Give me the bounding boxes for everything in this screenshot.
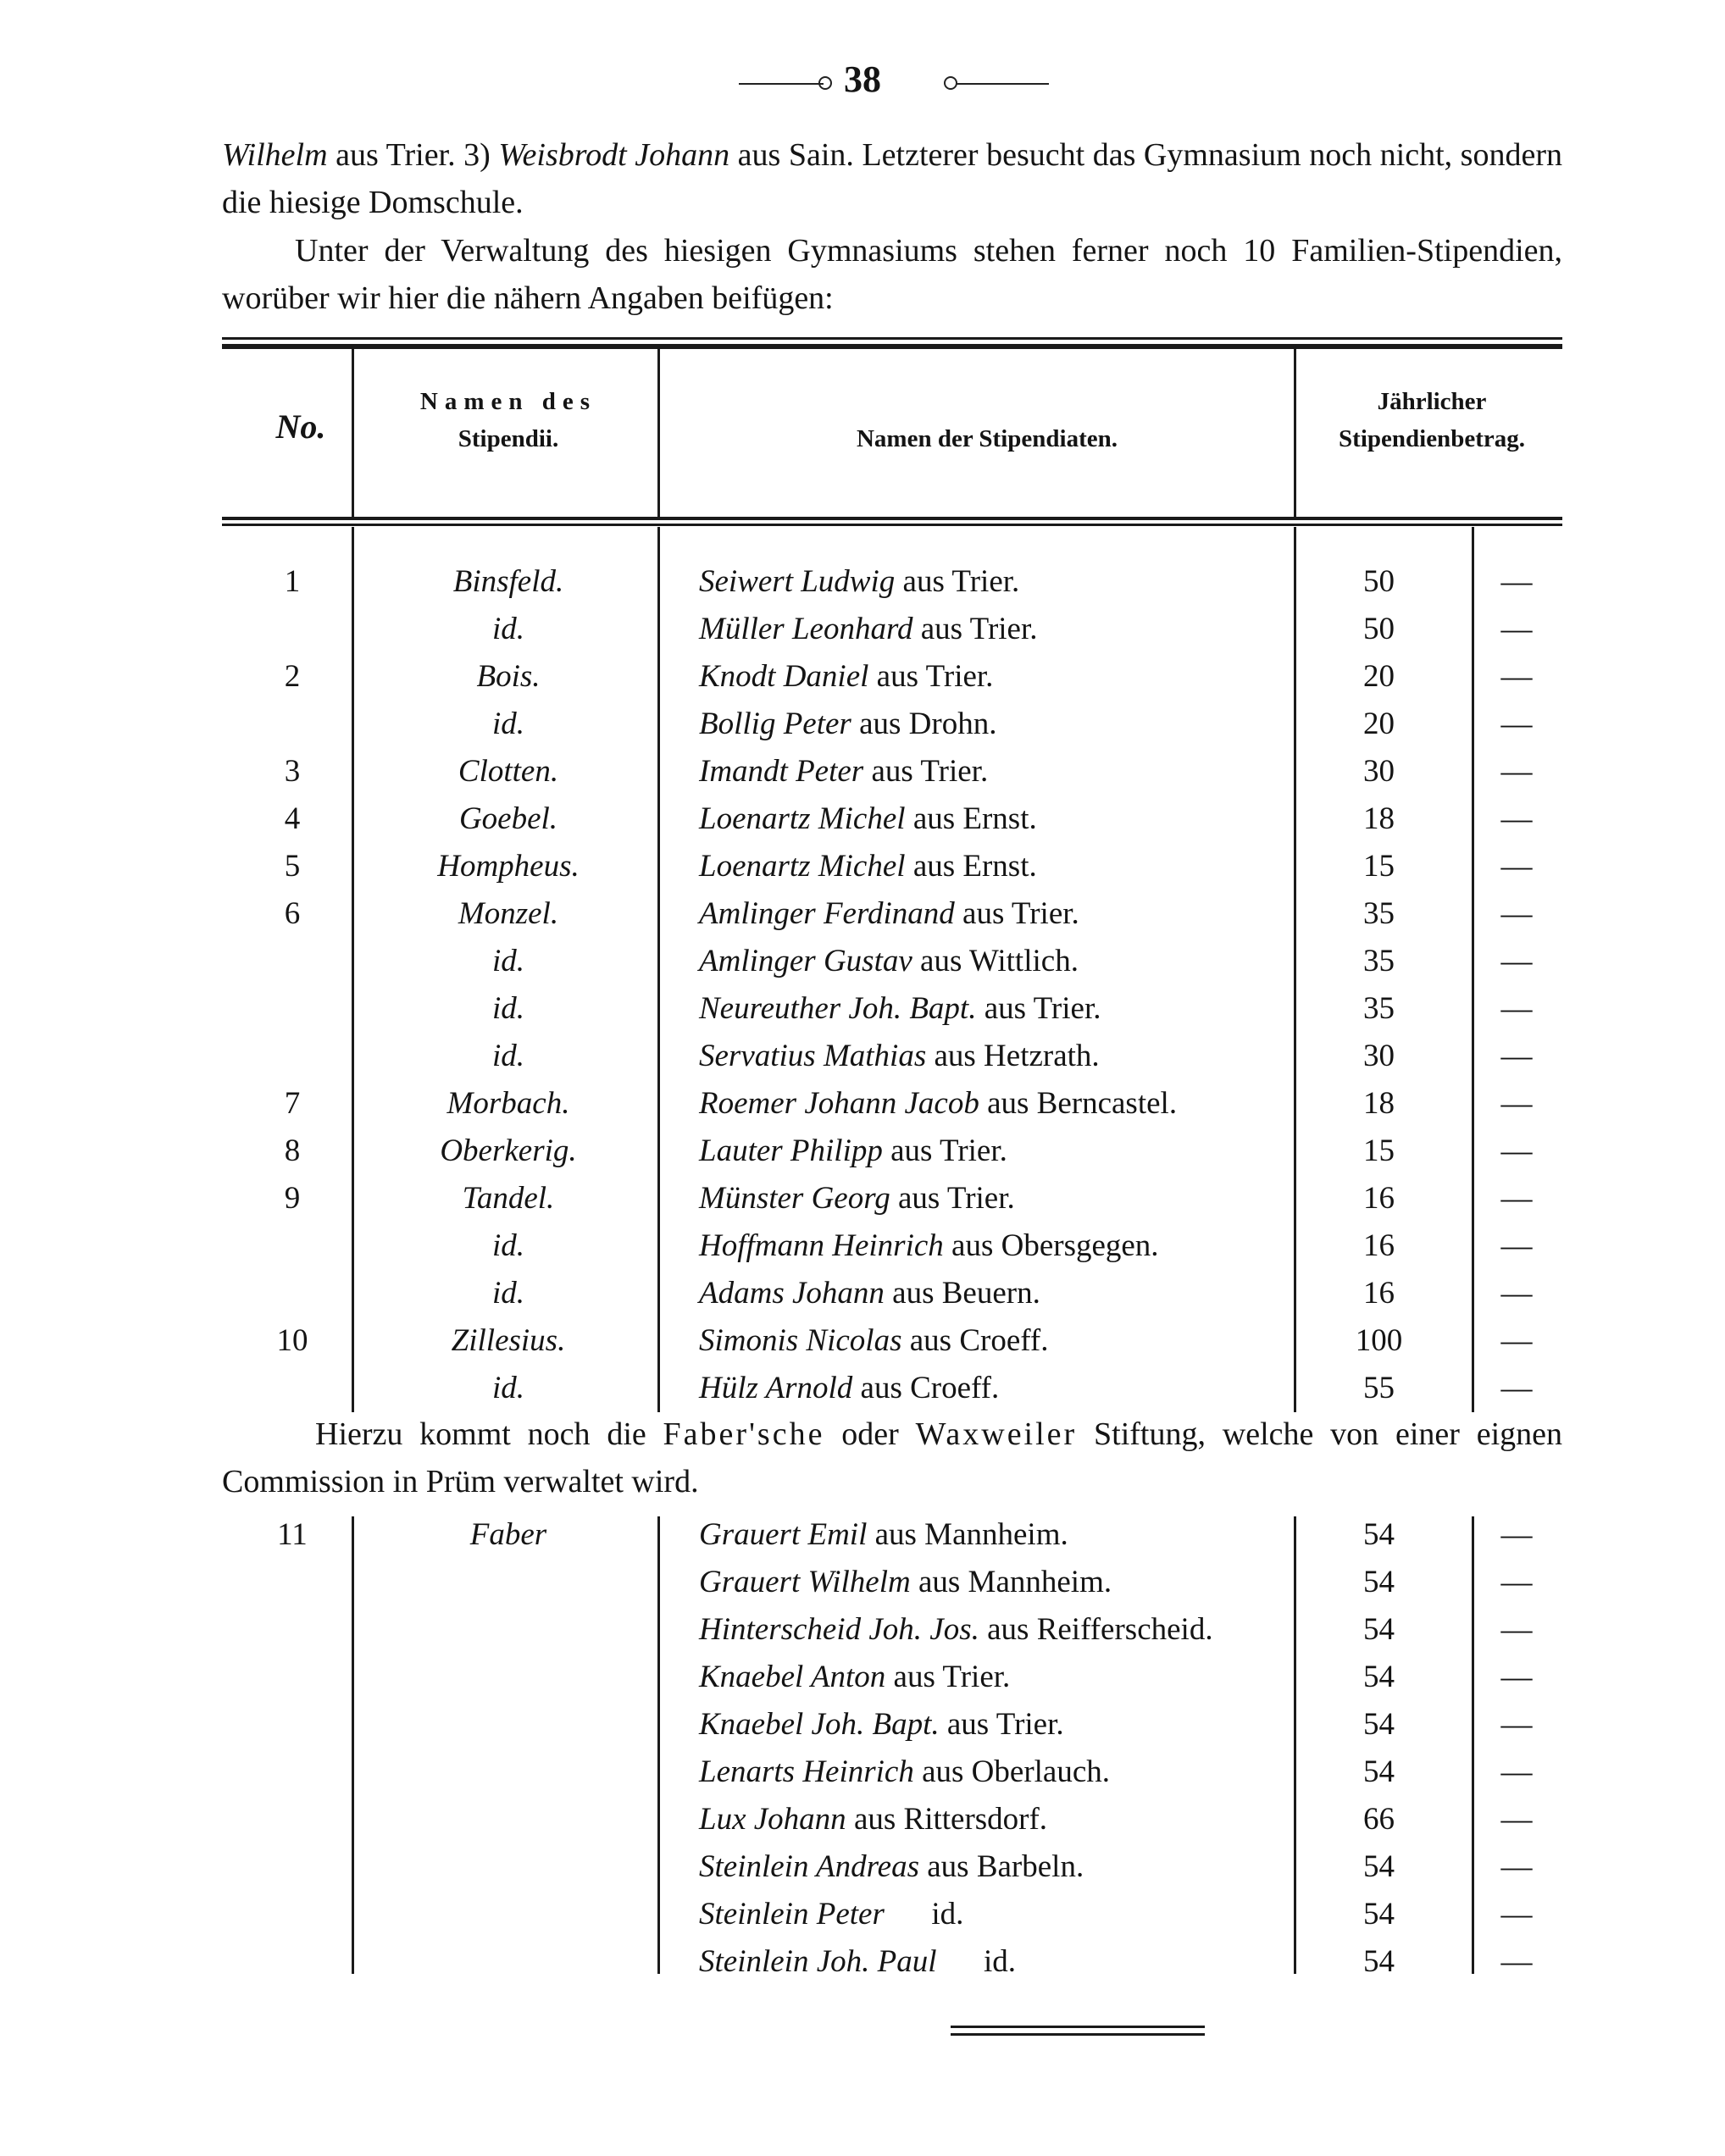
stipendiat-name: Münster Georg <box>699 1181 890 1216</box>
stipendiat-name: Amlinger Gustav <box>699 944 912 978</box>
row-stipendiat <box>699 801 1037 837</box>
row-amount: 30 <box>1363 1039 1395 1073</box>
stipendiat-name: Neureuther Joh. Bapt. <box>699 991 977 1026</box>
row-stipendiat <box>699 1275 1040 1311</box>
row-dash: — <box>1500 1707 1533 1742</box>
stipendiat-origin: aus Mannheim. <box>867 1517 1068 1552</box>
row-stipendiat <box>699 1801 1047 1837</box>
middle-text-3: Stiftung, welche von einer eignen Commission in Prüm verwaltet wird. <box>222 1416 1562 1499</box>
ornament-right <box>956 83 1049 85</box>
stipendiat-name: Steinlein Peter <box>699 1897 885 1932</box>
row-stipendiat <box>699 1370 999 1406</box>
row-stipend-name: Morbach. <box>447 1086 570 1121</box>
row-dash: — <box>1500 659 1533 694</box>
stipendiat-name: Loenartz Michel <box>699 849 906 884</box>
row-dash: — <box>1500 896 1533 931</box>
row-number: 4 <box>284 801 301 836</box>
row-stipend-name: id. <box>491 1039 525 1073</box>
row-dash: — <box>1500 1754 1533 1789</box>
stipendiat-name: Hoffmann Heinrich <box>699 1228 944 1263</box>
row-dash: — <box>1500 1181 1533 1216</box>
row-amount: 54 <box>1363 1754 1395 1789</box>
row-stipendiat <box>699 1085 1177 1122</box>
table-top-rule-1 <box>222 337 1562 340</box>
stipendiat-name: Lenarts Heinrich <box>699 1754 914 1789</box>
table-header-rule-1 <box>222 517 1562 520</box>
stipendiat-origin: aus Croeff. <box>852 1371 1000 1405</box>
row-stipendiat <box>699 1180 1015 1217</box>
row-stipend-name: Oberkerig. <box>440 1133 577 1168</box>
ornament-left-curl <box>818 76 832 90</box>
table-top-rule-2 <box>222 344 1562 349</box>
stipendiat-name: Bollig Peter <box>699 707 851 741</box>
stipendiat-origin: aus Wittlich. <box>912 944 1079 978</box>
row-amount: 50 <box>1363 612 1395 646</box>
row-amount: 18 <box>1363 801 1395 836</box>
stipendiat-origin: aus Trier. <box>895 564 1020 599</box>
header-number: No. <box>275 407 326 446</box>
row-dash: — <box>1500 1133 1533 1168</box>
faber-col-sep-2 <box>657 1516 660 1974</box>
row-stipendiat <box>699 1564 1112 1600</box>
stipendiat-origin: aus Trier. <box>912 612 1038 646</box>
row-stipendiat <box>699 1943 1016 1980</box>
row-amount: 54 <box>1363 1517 1395 1552</box>
stipendiat-name: Servatius Mathias <box>699 1039 927 1073</box>
body-col-sep-3 <box>1294 527 1296 1412</box>
intro-paragraph-2: Unter der Verwaltung des hiesigen Gymnasiums stehen ferner noch 10 Familien-Stipendien, worüber wir hier die nähern Angaben beifügen: <box>222 233 1562 316</box>
row-dash: — <box>1500 707 1533 741</box>
row-number: 6 <box>284 896 301 931</box>
row-amount: 35 <box>1363 944 1395 978</box>
stipendiat-origin: aus Oberlauch. <box>913 1754 1111 1789</box>
row-stipend-name: Zillesius. <box>451 1323 566 1358</box>
row-amount: 54 <box>1363 1707 1395 1742</box>
stipendiat-origin: aus Ernst. <box>905 801 1037 836</box>
ornament-left <box>739 83 824 85</box>
row-stipend-name: Binsfeld. <box>452 564 564 599</box>
closing-rule-1 <box>951 2026 1205 2028</box>
header-amount <box>1301 383 1563 457</box>
row-amount: 15 <box>1363 1133 1395 1168</box>
row-dash: — <box>1500 1660 1533 1694</box>
row-dash: — <box>1500 1612 1533 1647</box>
stipendiat-origin: aus Trier. <box>954 896 1079 931</box>
faber-col-sep-1 <box>352 1516 354 1974</box>
row-stipendiat <box>699 1896 963 1932</box>
middle-paragraph <box>222 1411 1562 1505</box>
stipendiat-origin: aus Ernst. <box>905 849 1037 884</box>
intro-text-1: aus Trier. 3) <box>327 137 499 173</box>
row-dash: — <box>1500 1565 1533 1599</box>
row-dash: — <box>1500 1086 1533 1121</box>
row-number: 2 <box>284 659 301 694</box>
header-stipend-name-1: Namen des <box>419 388 597 415</box>
stipendiat-name: Hülz Arnold <box>699 1371 853 1405</box>
row-amount: 54 <box>1363 1944 1395 1979</box>
page-header <box>0 58 1725 108</box>
stipendiat-name: Roemer Johann Jacob <box>699 1086 979 1121</box>
header-amount-1: Jährlicher <box>1377 388 1487 415</box>
stipendiat-name: Knodt Daniel <box>699 659 869 694</box>
row-stipendiat <box>699 563 1019 600</box>
stipendiat-name: Knaebel Joh. Bapt. <box>699 1707 940 1742</box>
stipendiat-name: Steinlein Joh. Paul <box>699 1944 937 1979</box>
header-stipendiaten: Namen der Stipendiaten. <box>856 425 1118 452</box>
row-stipend-name: Hompheus. <box>437 849 580 884</box>
stipendiat-name: Lauter Philipp <box>699 1133 883 1168</box>
stipendiat-origin: aus Drohn. <box>851 707 997 741</box>
row-amount: 15 <box>1363 849 1395 884</box>
row-stipend-name: id. <box>491 612 525 646</box>
stipendiat-name: Seiwert Ludwig <box>699 564 896 599</box>
intro-text-2: aus Sain. Letzterer besucht das Gymnasium noch nicht, sondern die hiesige Domschule. <box>222 137 1562 220</box>
stipendiat-origin: aus Trier. <box>939 1707 1064 1742</box>
row-stipend-name: id. <box>491 1228 525 1263</box>
row-amount: 16 <box>1363 1228 1395 1263</box>
row-stipend-name: id. <box>491 944 525 978</box>
row-dash: — <box>1500 944 1533 978</box>
row-amount: 35 <box>1363 991 1395 1026</box>
header-stipend-name <box>360 383 657 457</box>
row-dash: — <box>1500 1944 1533 1979</box>
row-amount: 20 <box>1363 659 1395 694</box>
stipendiat-name: Knaebel Anton <box>699 1660 886 1694</box>
row-amount: 100 <box>1355 1323 1403 1358</box>
row-dash: — <box>1500 1228 1533 1263</box>
row-stipendiat <box>699 895 1079 932</box>
stipendiat-name: Hinterscheid Joh. Jos. <box>699 1612 979 1647</box>
row-amount: 54 <box>1363 1612 1395 1647</box>
stipendiat-name: Lux Johann <box>699 1802 846 1837</box>
row-stipendiat <box>699 848 1037 884</box>
stipendiat-origin: aus Trier. <box>976 991 1101 1026</box>
stipendiat-name: Loenartz Michel <box>699 801 906 836</box>
body-col-sep-1 <box>352 527 354 1412</box>
stipendiat-origin: aus Trier. <box>890 1181 1015 1216</box>
row-dash: — <box>1500 612 1533 646</box>
intro-name-1: Wilhelm <box>222 137 328 173</box>
stipendiat-name: Grauert Wilhelm <box>699 1565 911 1599</box>
row-stipendiat <box>699 1133 1007 1169</box>
row-stipendiat <box>699 1228 1159 1264</box>
row-stipend-name: id. <box>491 1276 525 1311</box>
stipendiat-origin: id. <box>936 1944 1017 1979</box>
row-amount: 54 <box>1363 1897 1395 1932</box>
row-stipend-name: Clotten. <box>458 754 559 789</box>
row-number: 11 <box>277 1517 308 1552</box>
row-dash: — <box>1500 564 1533 599</box>
stipendiat-name: Amlinger Ferdinand <box>699 896 955 931</box>
stipendiat-origin: aus Trier. <box>863 754 989 789</box>
row-dash: — <box>1500 1371 1533 1405</box>
row-amount: 66 <box>1363 1802 1395 1837</box>
stipendiat-name: Simonis Nicolas <box>699 1323 902 1358</box>
stipendiat-origin: aus Reifferscheid. <box>979 1612 1213 1647</box>
body-col-sep-4 <box>1472 527 1474 1412</box>
row-dash: — <box>1500 1802 1533 1837</box>
row-dash: — <box>1500 1039 1533 1073</box>
stipendiat-origin: aus Croeff. <box>901 1323 1049 1358</box>
row-dash: — <box>1500 1897 1533 1932</box>
row-amount: 54 <box>1363 1565 1395 1599</box>
stipendiat-origin: aus Trier. <box>885 1660 1011 1694</box>
faber-col-sep-4 <box>1472 1516 1474 1974</box>
row-dash: — <box>1500 1517 1533 1552</box>
stipendiat-origin: aus Rittersdorf. <box>846 1802 1048 1837</box>
row-amount: 30 <box>1363 754 1395 789</box>
row-stipend-name: id. <box>491 1371 525 1405</box>
stipendiat-origin: aus Berncastel. <box>979 1086 1178 1121</box>
row-dash: — <box>1500 1323 1533 1358</box>
header-amount-2: Stipendienbetrag. <box>1339 425 1525 452</box>
row-amount: 35 <box>1363 896 1395 931</box>
row-amount: 16 <box>1363 1181 1395 1216</box>
row-dash: — <box>1500 991 1533 1026</box>
row-stipendiat <box>699 1706 1064 1743</box>
row-stipendiat <box>699 1659 1010 1695</box>
row-stipend-name: Bois. <box>476 659 541 694</box>
row-stipend-name: id. <box>491 707 525 741</box>
table-header-rule-2 <box>222 524 1562 526</box>
row-number: 7 <box>284 1086 301 1121</box>
row-amount: 20 <box>1363 707 1395 741</box>
row-stipendiat <box>699 1848 1084 1885</box>
row-stipendiat <box>699 1516 1068 1553</box>
row-stipendiat <box>699 658 993 695</box>
row-number: 9 <box>284 1181 301 1216</box>
row-stipendiat <box>699 1611 1213 1648</box>
stipendiat-name: Imandt Peter <box>699 754 864 789</box>
row-stipend-name: Goebel. <box>458 801 558 836</box>
page-number: 38 <box>844 58 881 100</box>
row-amount: 54 <box>1363 1849 1395 1884</box>
row-dash: — <box>1500 849 1533 884</box>
row-number: 3 <box>284 754 301 789</box>
middle-text-2: oder <box>824 1416 916 1452</box>
stipendiat-origin: id. <box>884 1897 964 1932</box>
row-amount: 55 <box>1363 1371 1395 1405</box>
row-stipendiat <box>699 1322 1048 1359</box>
intro-name-2: Weisbrodt Johann <box>498 137 730 173</box>
middle-text-waxweiler: Waxweiler <box>915 1416 1078 1452</box>
row-stipendiat <box>699 611 1038 647</box>
row-number: 5 <box>284 849 301 884</box>
stipendiat-origin: aus Hetzrath. <box>926 1039 1100 1073</box>
header-col-sep-2 <box>657 349 660 517</box>
row-number: 8 <box>284 1133 301 1168</box>
stipendiat-name: Grauert Emil <box>699 1517 868 1552</box>
row-amount: 16 <box>1363 1276 1395 1311</box>
header-stipend-name-2: Stipendii. <box>458 425 559 452</box>
stipendiat-name: Müller Leonhard <box>699 612 913 646</box>
row-stipendiat <box>699 990 1101 1027</box>
stipendiat-origin: aus Mannheim. <box>910 1565 1112 1599</box>
stipendiat-origin: aus Obersgegen. <box>943 1228 1159 1263</box>
middle-text-faber: Faber'sche <box>663 1416 825 1452</box>
row-dash: — <box>1500 1276 1533 1311</box>
row-amount: 54 <box>1363 1660 1395 1694</box>
row-stipend-name: Monzel. <box>458 896 559 931</box>
stipendiat-name: Adams Johann <box>699 1276 885 1311</box>
body-col-sep-2 <box>657 527 660 1412</box>
row-stipendiat <box>699 1754 1110 1790</box>
stipendiat-origin: aus Trier. <box>882 1133 1007 1168</box>
faber-col-sep-3 <box>1294 1516 1296 1974</box>
stipendiat-name: Steinlein Andreas <box>699 1849 919 1884</box>
row-dash: — <box>1500 754 1533 789</box>
row-number: 10 <box>276 1323 308 1358</box>
row-stipendiat <box>699 1038 1100 1074</box>
row-amount: 50 <box>1363 564 1395 599</box>
row-amount: 18 <box>1363 1086 1395 1121</box>
middle-text-1: Hierzu kommt noch die <box>315 1416 663 1452</box>
row-stipend-name: id. <box>491 991 525 1026</box>
row-stipendiat <box>699 753 988 790</box>
stipendiat-origin: aus Barbeln. <box>919 1849 1084 1884</box>
row-stipend-name: Tandel. <box>462 1181 555 1216</box>
closing-rule-2 <box>951 2033 1205 2036</box>
intro-paragraph <box>222 131 1562 226</box>
row-stipendiat <box>699 943 1079 979</box>
row-dash: — <box>1500 801 1533 836</box>
row-stipendiat <box>699 706 996 742</box>
stipendiat-origin: aus Beuern. <box>884 1276 1040 1311</box>
row-dash: — <box>1500 1849 1533 1884</box>
stipendiat-origin: aus Trier. <box>868 659 994 694</box>
row-stipend-name: Faber <box>469 1517 547 1552</box>
row-number: 1 <box>284 564 301 599</box>
